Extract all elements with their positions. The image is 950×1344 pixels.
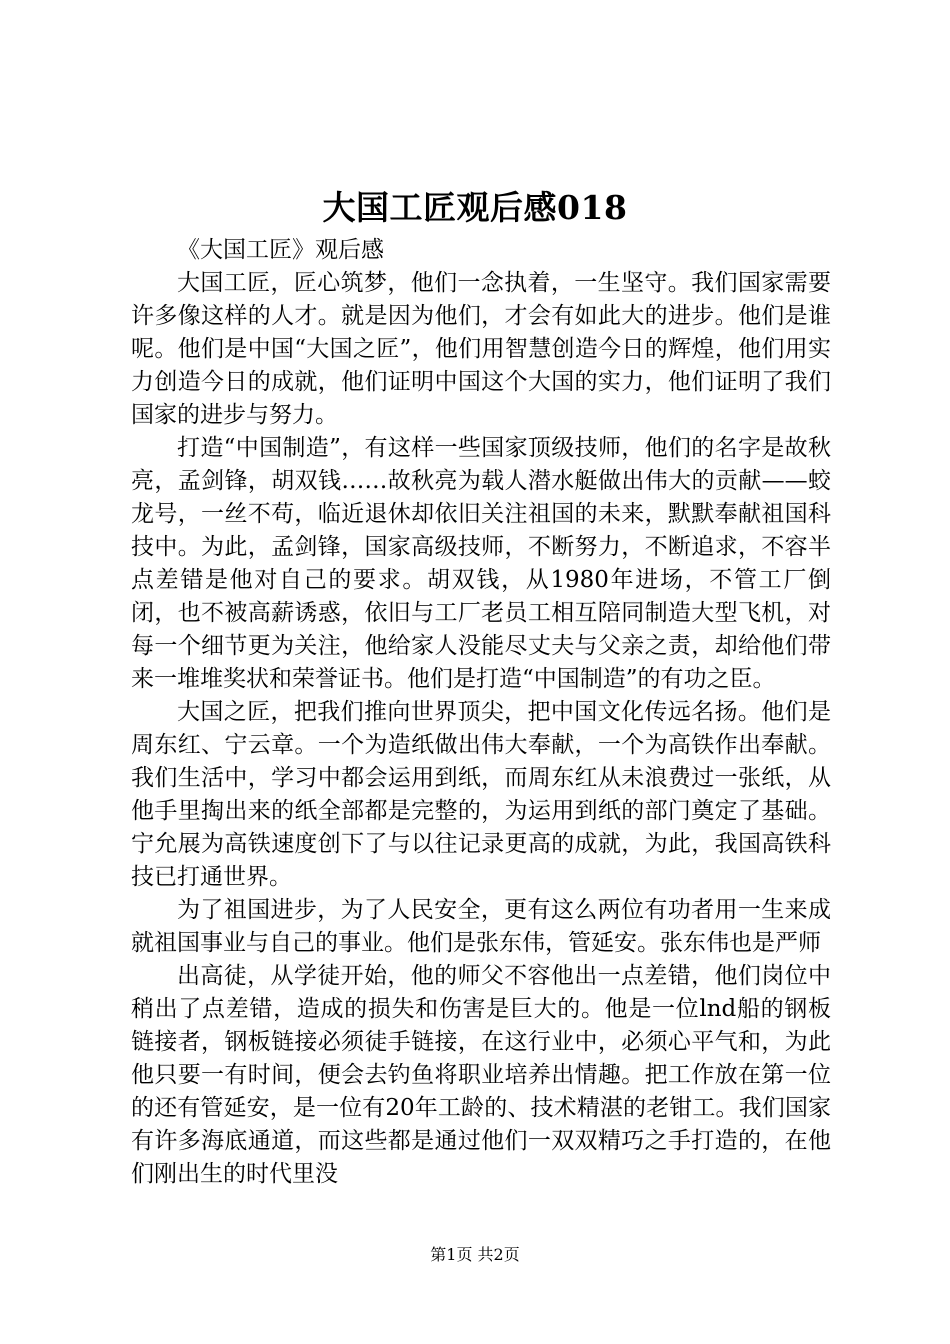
document-title: 大国工匠观后感018 xyxy=(322,188,628,227)
document-body xyxy=(131,234,831,1191)
page-number-footer: 第1页 共2页 xyxy=(430,1245,520,1264)
paragraph-3: 大国之匠，把我们推向世界顶尖，把中国文化传远名扬。他们是周东红、宁云章。一个为造纸做出伟大奉献，一个为高铁作出奉献。我们生活中，学习中都会运用到纸，而周东红从未浪费过一张纸，从他手里掏出来的纸全部都是完整的，为运用到纸的部门奠定了基础。宁允展为高铁速度创下了与以往记录更高的成就，为此，我国高铁科技已打通世界。 xyxy=(131,699,831,890)
document-subtitle: 《大国工匠》观后感 xyxy=(177,237,384,263)
paragraph-1: 大国工匠，匠心筑梦，他们一念执着，一生坚守。我们国家需要许多像这样的人才。就是因为他们，才会有如此大的进步。他们是谁呢。他们是中国“大国之匠”，他们用智慧创造今日的辉煌，他们用实力创造今日的成就，他们证明中国这个大国的实力，他们证明了我们国家的进步与努力。 xyxy=(131,270,831,428)
paragraph-5: 出高徒，从学徒开始，他的师父不容他出一点差错，他们岗位中稍出了点差错，造成的损失和伤害是巨大的。他是一位lnd船的钢板链接者，钢板链接必须徒手链接，在这行业中，必须心平气和，为此他只要一有时间，便会去钓鱼将职业培养出情趣。把工作放在第一位的还有管延安，是一位有20年工龄的、技术精湛的老钳工。我们国家有许多海底通道，而这些都是通过他们一双双精巧之手打造的，在他们刚出生的时代里没 xyxy=(131,963,831,1187)
paragraph-2: 打造“中国制造”，有这样一些国家顶级技师，他们的名字是故秋亮，孟剑锋，胡双钱……故秋亮为载人潜水艇做出伟大的贡献——蛟龙号，一丝不苟，临近退休却依旧关注祖国的未来，默默奉献祖国科技中。为此，孟剑锋，国家高级技师，不断努力，不断追求，不容半点差错是他对自己的要求。胡双钱，从1980年进场，不管工厂倒闭，也不被高薪诱惑，依旧与工厂老员工相互陪同制造大型飞机，对每一个细节更为关注，他给家人没能尽丈夫与父亲之责，却给他们带来一堆堆奖状和荣誉证书。他们是打造“中国制造”的有功之臣。 xyxy=(131,435,831,692)
paragraph-4: 为了祖国进步，为了人民安全，更有这么两位有功者用一生来成就祖国事业与自己的事业。他们是张东伟，管延安。张东伟也是严师 xyxy=(131,897,831,956)
